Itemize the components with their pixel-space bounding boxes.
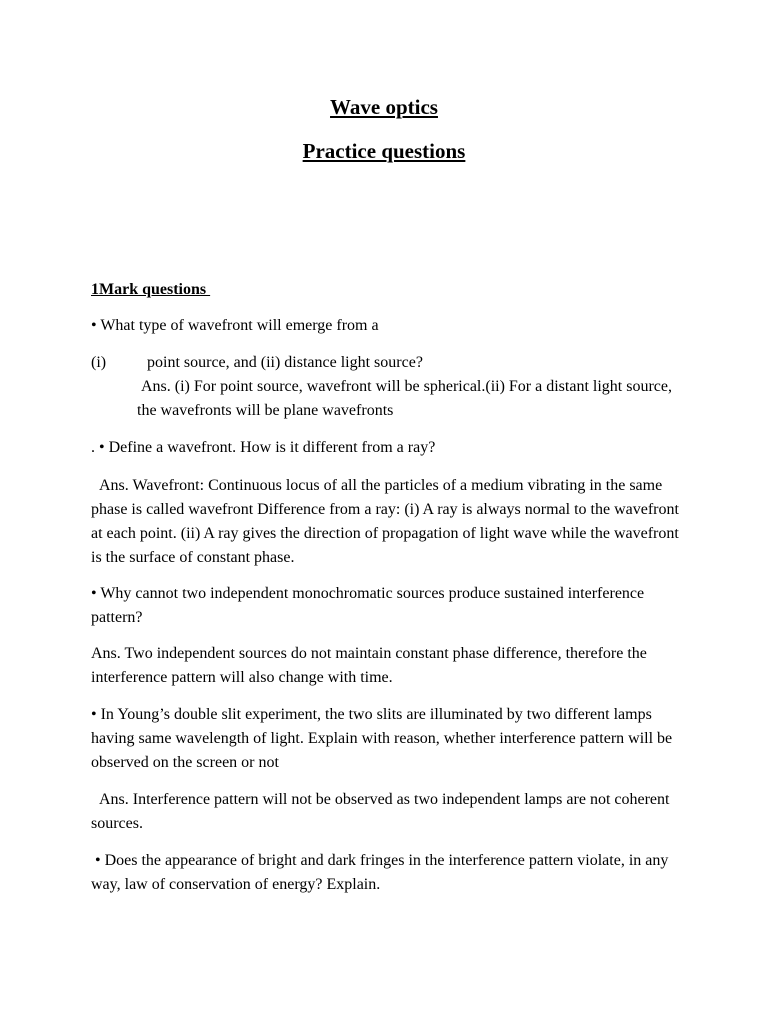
question-2: . • Define a wavefront. How is it different from a ray? [91, 439, 436, 456]
question-1: • What type of wavefront will emerge from a [91, 317, 379, 334]
answer-3: Ans. Two independent sources do not maintain constant phase difference, therefore the interference pattern will also change with time. [91, 645, 651, 686]
document-subtitle: Practice questions [302, 139, 466, 163]
section-heading: 1Mark questions [91, 281, 211, 298]
question-4: • In Young’s double slit experiment, the two slits are illuminated by two different lamps having same wavelength of light. Explain with reason, whether interference pattern will be observed on the screen or not [91, 706, 677, 771]
answer-4: Ans. Interference pattern will not be observed as two independent lamps are not coherent sources. [91, 791, 674, 832]
question-3: • Why cannot two independent monochromatic sources produce sustained interference pattern? [91, 585, 649, 626]
question-1-item-text: point source, and (ii) distance light source? [147, 354, 423, 371]
document-title: Wave optics [330, 95, 438, 119]
question-5: • Does the appearance of bright and dark fringes in the interference pattern violate, in any way, law of conservation of energy? Explain. [91, 852, 673, 893]
answer-2: Ans. Wavefront: Continuous locus of all the particles of a medium vibrating in the same phase is called wavefront Difference from a ray: (i) A ray is always normal to the wavefront at each point. (ii) A ray gives the direction of propagation of light wave while the wavefront is the surface of constant phase. [91, 477, 683, 566]
question-1-item-label: (i) [91, 354, 107, 371]
answer-1: Ans. (i) For point source, wavefront will be spherical.(ii) For a distant light source, the wavefronts will be plane wavefronts [137, 378, 676, 419]
